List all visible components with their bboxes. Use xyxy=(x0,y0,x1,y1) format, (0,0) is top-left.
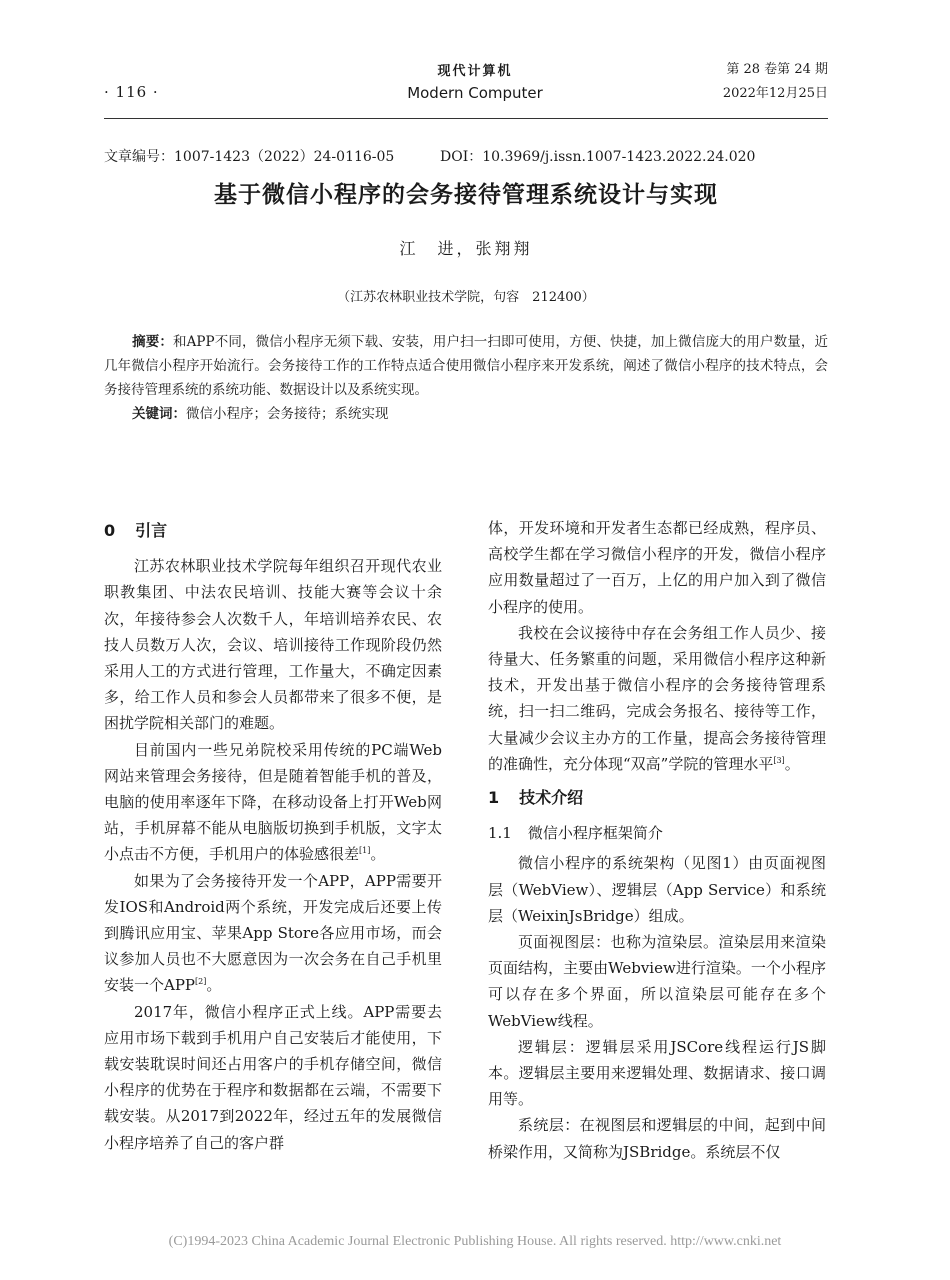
copyright-footer: (C)1994-2023 China Academic Journal Electronic Publishing House. All rights reserved. http://www.cnki.net xyxy=(168,1234,782,1249)
page-number: · 116 · xyxy=(104,83,159,101)
volume-issue: 第 28 卷第 24 期 xyxy=(726,62,828,77)
section-heading: 1 技术介绍 xyxy=(488,788,584,808)
journal-name-cn: 现代计算机 xyxy=(437,64,513,79)
paper-title: 基于微信小程序的会务接待管理系统设计与实现 xyxy=(214,182,718,208)
authors: 江 进，张翔翔 xyxy=(399,239,533,258)
article-number: 文章编号：1007-1423（2022）24-0116-05 xyxy=(104,149,395,165)
abstract-text: 和APP不同，微信小程序无须下载、安装，用户扫一扫即可使用，方便、快捷，加上微信庞大的用户数量，近几年微信小程序开始流行。会务接待工作的工作特点适合使用微信小程序来开发系统，阐述了微信小程序的技术特点，会务接待管理系统的系统功能、数据设计以及系统实现。 xyxy=(104,334,828,398)
subsection-heading: 1.1 微信小程序框架简介 xyxy=(488,824,663,843)
doi: DOI：10.3969/j.issn.1007-1423.2022.24.020 xyxy=(440,149,756,165)
keywords-text: 微信小程序；会务接待；系统实现 xyxy=(186,406,389,422)
paragraph: 页面视图层：也称为渲染层。渲染层用来渲染页面结构，主要由Webview进行渲染。一个小程序可以存在多个界面，所以渲染层可能存在多个WebView线程。 xyxy=(488,933,826,1030)
abstract xyxy=(104,330,828,402)
section-heading: 0 引言 xyxy=(104,521,168,540)
paragraph: 如果为了会务接待开发一个APP，APP需要开发IOS和Android两个系统，开发完成后还要上传到腾讯应用宝、苹果App Store各应用市场，而会议参加人员也不大愿意因为一次会务在自己手机里安装一个APP[2]。 xyxy=(104,871,442,995)
citation: [2] xyxy=(195,977,207,987)
paragraph: 江苏农林职业技术学院每年组织召开现代农业职教集团、中法农民培训、技能大赛等会议十余次，年接待参会人次数千人，年培训培养农民、农技人员数万人次，会议、培训接待工作现阶段仍然采用人工的方式进行管理，工作量大，不确定因素多，给工作人员和参会人员都带来了很多不便，是困扰学院相关部门的难题。 xyxy=(104,557,442,733)
abstract-label: 摘要： xyxy=(132,334,174,350)
citation: [3] xyxy=(773,755,785,765)
paragraph: 体，开发环境和开发者生态都已经成熟，程序员、高校学生都在学习微信小程序的开发，微信小程序应用数量超过了一百万，上亿的用户加入到了微信小程序的使用。 xyxy=(488,519,826,616)
issue-info xyxy=(723,58,828,106)
paragraph: 系统层：在视图层和逻辑层的中间，起到中间桥梁作用，又简称为JSBridge。系统层不仅 xyxy=(488,1116,826,1161)
paragraph: 我校在会议接待中存在会务组工作人员少、接待量大、任务繁重的问题，采用微信小程序这种新技术，开发出基于微信小程序的会务接待管理系统，扫一扫二维码，完成会务报名、接待等工作，大量减少会议主办方的工作量，提高会务接待管理的准确性，充分体现“双高”学院的管理水平[3]。 xyxy=(488,623,826,773)
column-left xyxy=(104,515,442,1156)
affiliation: （江苏农林职业技术学院，句容 212400） xyxy=(337,290,595,305)
journal-name-en: Modern Computer xyxy=(407,84,543,102)
paragraph: 微信小程序的系统架构（见图1）由页面视图层（WebView）、逻辑层（App Service）和系统层（WeixinJsBridge）组成。 xyxy=(488,854,826,925)
issue-date: 2022年12月25日 xyxy=(722,86,828,101)
keywords-label: 关键词： xyxy=(132,406,186,422)
citation: [1] xyxy=(359,846,371,856)
keywords xyxy=(132,402,389,422)
paragraph: 逻辑层：逻辑层采用JSCore线程运行JS脚本。逻辑层主要用来逻辑处理、数据请求、接口调用等。 xyxy=(488,1037,826,1109)
paragraph: 目前国内一些兄弟院校采用传统的PC端Web网站来管理会务接待，但是随着智能手机的普及，电脑的使用率逐年下降，在移动设备上打开Web网站，手机屏幕不能从电脑版切换到手机版，文字太小点击不方便，手机用户的体验感很差[1]。 xyxy=(104,740,442,864)
column-right xyxy=(488,515,826,1165)
header-rule xyxy=(104,118,828,119)
paragraph: 2017年，微信小程序正式上线。APP需要去应用市场下载到手机用户自己安装后才能使用，下载安装耽误时间还占用客户的手机存储空间，微信小程序的优势在于程序和数据都在云端，不需要下载安装。从2017到2022年，经过五年的发展微信小程序培养了自己的客户群 xyxy=(104,1002,442,1152)
